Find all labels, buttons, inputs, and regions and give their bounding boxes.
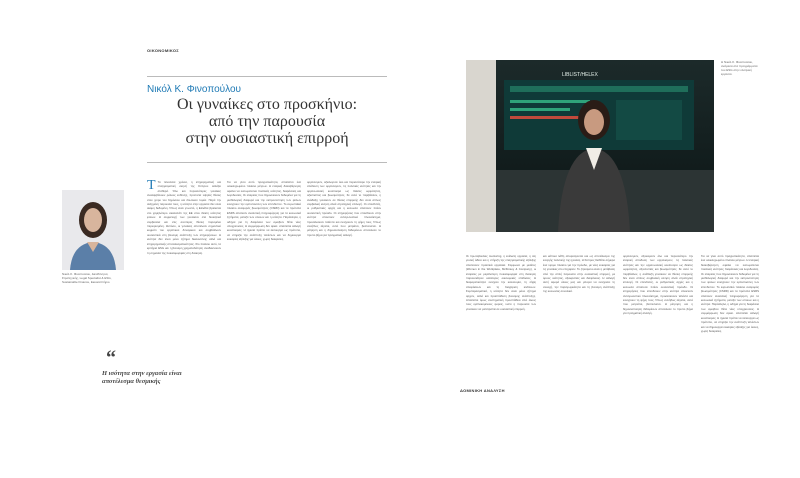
author-portrait xyxy=(62,190,124,270)
title-line-3: στην ουσιαστική επιρροή xyxy=(185,130,349,147)
author-name: Νικόλ Κ. Φινοπούλου xyxy=(147,84,241,95)
dropcap: T xyxy=(147,180,156,193)
portrait-caption: Νικόλ Κ. Φινοπούλου, Διευθύντρια, Στρατηγικής, Legal Specialist & ESG, Sustainable Finance, Εκκολαπτήριο xyxy=(62,272,112,284)
photo-caption: Η Νικόλ Κ. Φινοπούλου, ανάμεσα στα προγράμματα του ESG στην ελληνική εργασία. xyxy=(721,60,758,76)
body-column-2: Για να γίνει αυτό πραγματικότητα, απαιτείται ένα ολοκληρωμένο πλαίσιο μέτρων. Η εταιρική διακυβέρνηση οφείλει να ενσωματώνει πολιτικές ισότητας, διαφάνειας και λογοδοσίας. Οι εταιρείες που δημοσιεύουν δεδομένα για τη μισθολογική διαφορά και την εκπροσώπηση των φύλων ενισχύουν την εμπιστοσύνη των επενδυτών. Το ευρωπαϊκό πλαίσιο αναφοράς βιωσιμότητας (CSRD) και τα πρότυπα ESRS απαιτούν αναλυτική πληροφόρηση για τα κοινωνικά ζητήματα, μεταξύ των οποίων και η ισότητα. Παράλληλα, η οδηγία για τη διαφάνεια των αμοιβών θέτει νέες υποχρεώσεις. Η συμμόρφωση δεν αρκεί· απαιτείται αλλαγή κουλτούρας. Η ηγεσία πρέπει να λειτουργεί ως πρότυπο, να στηρίζει την ανάπτυξη ταλέντων και να δημιουργεί ευκαιρίες εξέλιξης για όλους, χωρίς διακρίσεις. xyxy=(227,180,301,242)
right-page xyxy=(403,40,760,412)
body-column-3: οργανισμών, αξιολογούν όλο και περισσότερο την εταιρική απόδοση των οργανισμών, τις πολιτικές ισότητας και την οργανωσιακή κουλτούρα ως δείκτες ωριμότητας, αξιοπιστίας και βιωσιμότητας. Σε αυτό το περιβάλλον, η ανάδειξη γυναικών σε θέσεις επιρροής δεν είναι απλώς συμβολική κίνηση αλλά στρατηγική επιλογή. Οι επενδυτές, οι ρυθμιστικές αρχές και η κοινωνία απαιτούν πλέον ουσιαστική πρόοδο. Οι επιχειρήσεις που επενδύουν στην ισότητα αποκτούν ανταγωνιστικό πλεονέκτημα, προσελκύουν ταλέντα και ενισχύουν τη φήμη τους. Όπως συνήθως λέγεται, αυτό που μετριέται, βελτιώνεται. Η μέτρηση και η δημοσιοποίηση δεδομένων αποτελούν το πρώτο βήμα για πραγματική αλλαγή. xyxy=(307,180,381,237)
title-rule xyxy=(147,162,387,163)
title-line-2: από την παρουσία xyxy=(208,113,326,130)
feature-photo xyxy=(466,60,714,232)
screen-label: LIBLIST/HELEX xyxy=(562,72,598,78)
section-tag: ΟΙΚΟΝΟΜΙΚΟΣ xyxy=(147,48,179,53)
article-signature: ΔΟΜΙΝΙΚΗ ΑΝΑΛΥΣΗ xyxy=(460,388,505,393)
pull-quote: Η ισότητα στην εργασία είναι αποτέλεσμα θεσμικής xyxy=(102,370,182,385)
body-column-7: Για να γίνει αυτό πραγματικότητα, απαιτείται ένα ολοκληρωμένο πλαίσιο μέτρων. Η εταιρική διακυβέρνηση οφείλει να ενσωματώνει πολιτικές ισότητας, διαφάνειας και λογοδοσίας. Οι εταιρείες που δημοσιεύουν δεδομένα για τη μισθολογική διαφορά και την εκπροσώπηση των φύλων ενισχύουν την εμπιστοσύνη των επενδυτών. Το ευρωπαϊκό πλαίσιο αναφοράς βιωσιμότητας (CSRD) και τα πρότυπα ESRS απαιτούν αναλυτική πληροφόρηση για τα κοινωνικά ζητήματα, μεταξύ των οποίων και η ισότητα. Παράλληλα, η οδηγία για τη διαφάνεια των αμοιβών θέτει νέες υποχρεώσεις. Η συμμόρφωση δεν αρκεί· απαιτείται αλλαγή κουλτούρας. Η ηγεσία πρέπει να λειτουργεί ως πρότυπο, να στηρίζει την ανάπτυξη ταλέντων και να δημιουργεί ευκαιρίες εξέλιξης για όλους, χωρίς διακρίσεις. xyxy=(701,254,759,333)
header-rule xyxy=(147,76,387,77)
body-column-4: Οι πρωτοβουλίες mentoring, η ευέλικτη εργασία, η ίση γονική άδεια και η στήριξη της επαγγελματικής εξέλιξης αποτελούν πρακτικά εργαλεία. Σύμφωνα με μελέτες (Women in the Workplace, McKinsey & Company), οι εταιρείες με μεγαλύτερη ποικιλομορφία στη διοίκηση παρουσιάζουν καλύτερες οικονομικές επιδόσεις. Η διαφορετικότητα ενισχύει την καινοτομία, τη λήψη αποφάσεων και τη διαχείριση κινδύνων. Συμπερασματικά, η ισότητα δεν είναι μόνο ζήτημα αρχών, αλλά και προϋπόθεση βιώσιμης ανάπτυξης. Απαιτείται όμως συστηματική προσπάθεια από όλους τους εμπλεκόμενους φορείς, ώστε η παρουσία των γυναικών να μετατραπεί σε ουσιαστική επιρροή. xyxy=(466,254,536,311)
title-line-1: Οι γυναίκες στο προσκήνιο: xyxy=(176,96,358,113)
article-title xyxy=(147,96,387,147)
body-column-1: T Τα τελευταία χρόνια, η επιχειρηματική και επαγγελματική σκηνή της Κύπρου αλλάζει σταθερά. Όλο και περισσότερες γυναίκες αναλαμβάνουν ρόλους ευθύνης, πρώτιστα υψηλές θέσεις στον χώρο του δημόσιου και ιδιωτικού τομέα. Παρά την αυξημένη παρουσία τους, η ισότητα στην εργασία δεν είναι ακόμη δεδομένη. Όπως είναι γνωστό, η Ελλάδα βρίσκεται στο χαμηλότερο σκαλοπάτι της ΕΕ στον δείκτη ισότητας φύλων. Η συμμετοχή των γυναικών στα διοικητικά συμβούλια και στις ανώτερες θέσεις παραμένει περιορισμένη. Ωστόσο, οι γυναίκες αποτελούν σημαντικό κομμάτι του εργατικού δυναμικού και συμβάλλουν ουσιαστικά στη βιώσιμη ανάπτυξη των επιχειρήσεων. Η ισότητα δεν είναι μόνο ζήτημα δικαιοσύνης αλλά και επιχειρηματικής αποτελεσματικότητας. Στο πλαίσιο αυτό, τα κριτήρια ESG και η βιώσιμη χρηματοδότηση αναδεικνύουν τη σημασία της ποικιλομορφίας στη διοίκηση. xyxy=(147,180,221,255)
body-column-5: και κάποια λάθη αποφεύγονται και ως αποτέλεσμα της ενεργής πολιτικής της ηγεσίας. Η Κύπρος διαθέτει σήμερα ένα ώριμο πλαίσιο για την πρόοδο, με νέες ευκαιρίες για τις γυναίκες στο επιχειρείν. Το ζητούμενο είναι η μετάβαση από την απλή παρουσία στην ουσιαστική επιρροή, με όρους ισότητας, αξιοκρατίας και διαφάνειας. Η αλλαγή αυτή αφορά όλους μας και μπορεί να ενισχύσει τη συνοχή, την παραγωγικότητα και τη βιώσιμη ανάπτυξη της κοινωνίας συνολικά. xyxy=(543,254,615,294)
left-page xyxy=(40,40,397,412)
body-column-6: οργανισμών, αξιολογούν όλο και περισσότερο την εταιρική απόδοση των οργανισμών, τις πολιτικές ισότητας και την οργανωσιακή κουλτούρα ως δείκτες ωριμότητας, αξιοπιστίας και βιωσιμότητας. Σε αυτό το περιβάλλον, η ανάδειξη γυναικών σε θέσεις επιρροής δεν είναι απλώς συμβολική κίνηση αλλά στρατηγική επιλογή. Οι επενδυτές, οι ρυθμιστικές αρχές και η κοινωνία απαιτούν πλέον ουσιαστική πρόοδο. Οι επιχειρήσεις που επενδύουν στην ισότητα αποκτούν ανταγωνιστικό πλεονέκτημα, προσελκύουν ταλέντα και ενισχύουν τη φήμη τους. Όπως συνήθως λέγεται, αυτό που μετριέται, βελτιώνεται. Η μέτρηση και η δημοσιοποίηση δεδομένων αποτελούν το πρώτο βήμα για πραγματική αλλαγή. xyxy=(623,254,693,316)
quote-icon: “ xyxy=(106,347,116,369)
